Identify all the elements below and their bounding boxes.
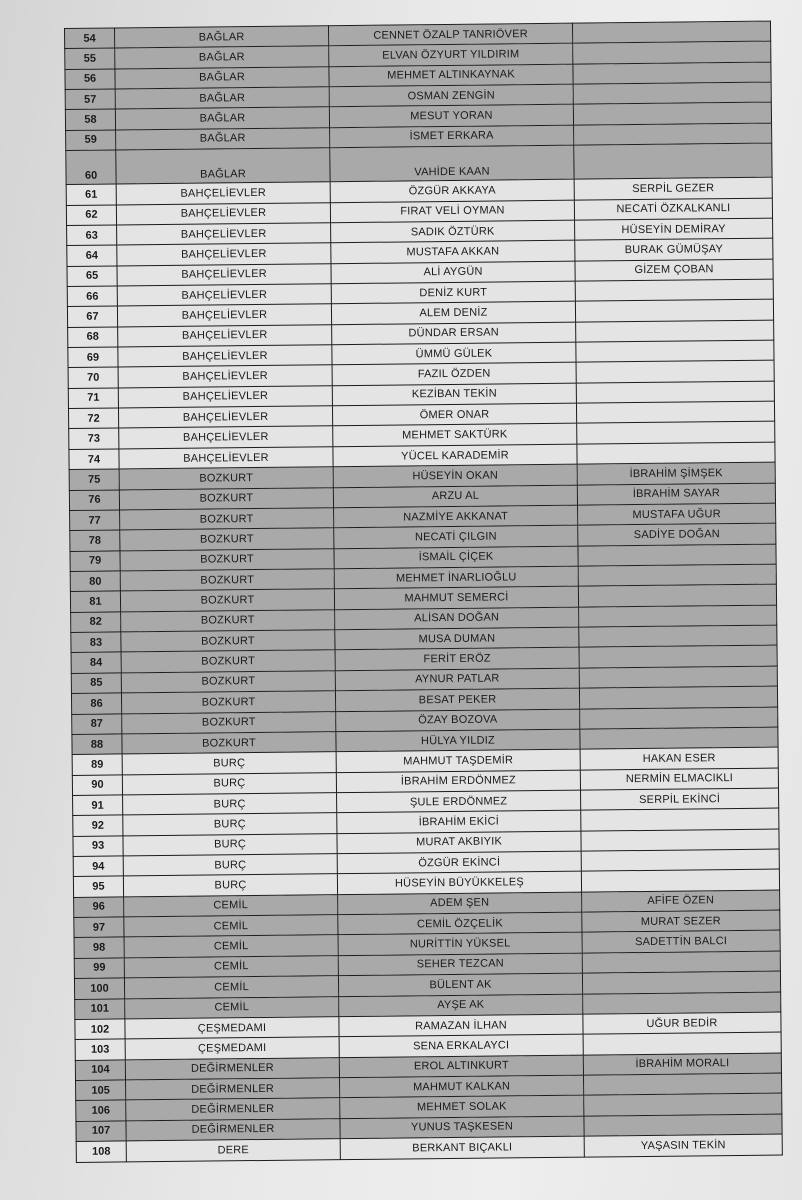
name-cell: HÜSEYİN OKAN xyxy=(333,464,577,487)
neighborhood-cell: ÇEŞMEDAMI xyxy=(125,1037,339,1060)
row-number-cell: 90 xyxy=(72,775,122,796)
substitute-cell: NECATİ ÖZKALKANLI xyxy=(574,198,772,220)
row-number-cell: 74 xyxy=(69,449,119,470)
name-cell: SENA ERKALAYCI xyxy=(339,1034,583,1057)
neighborhood-cell: BOZKURT xyxy=(120,508,334,531)
row-number-cell: 64 xyxy=(67,245,117,266)
row-number-cell: 77 xyxy=(70,510,120,531)
name-cell: CEMİL ÖZÇELİK xyxy=(338,912,582,935)
neighborhood-cell: BOZKURT xyxy=(121,609,335,632)
name-cell: DÜNDAR ERSAN xyxy=(332,322,576,345)
substitute-cell xyxy=(574,123,772,145)
neighborhood-cell: BOZKURT xyxy=(121,670,335,693)
neighborhood-cell: BAĞLAR xyxy=(115,87,329,110)
row-number-cell: 93 xyxy=(73,836,123,857)
row-number-cell: 57 xyxy=(65,89,115,110)
name-cell: RAMAZAN İLHAN xyxy=(339,1014,583,1037)
row-number-cell: 100 xyxy=(74,978,124,999)
row-number-cell: 91 xyxy=(73,795,123,816)
substitute-cell xyxy=(579,625,777,647)
neighborhood-cell: CEMİL xyxy=(124,894,338,917)
substitute-cell xyxy=(581,829,779,851)
neighborhood-cell: BOZKURT xyxy=(121,691,335,714)
substitute-cell xyxy=(581,808,779,830)
row-number-cell: 101 xyxy=(75,998,125,1019)
substitute-cell: SADETTİN BALCI xyxy=(582,931,780,953)
substitute-cell: SERPİL GEZER xyxy=(574,177,772,199)
row-number-cell: 84 xyxy=(71,652,121,673)
substitute-cell xyxy=(579,605,777,627)
neighborhood-cell: BAHÇELİEVLER xyxy=(117,304,331,327)
name-cell: ALİSAN DOĞAN xyxy=(335,607,579,630)
neighborhood-cell: BAHÇELİEVLER xyxy=(117,223,331,246)
neighborhood-cell: DEĞİRMENLER xyxy=(126,1098,340,1121)
substitute-cell xyxy=(573,103,771,125)
row-number-cell: 82 xyxy=(71,612,121,633)
row-number-cell: 108 xyxy=(76,1141,126,1162)
row-number-cell: 68 xyxy=(68,327,118,348)
neighborhood-cell: BAHÇELİEVLER xyxy=(118,345,332,368)
row-number-cell: 94 xyxy=(73,856,123,877)
name-cell: MUSA DUMAN xyxy=(335,627,579,650)
name-cell: ÜMMÜ GÜLEK xyxy=(332,342,576,365)
name-cell: İBRAHİM ERDÖNMEZ xyxy=(336,770,580,793)
name-cell: MEHMET İNARLIOĞLU xyxy=(334,566,578,589)
substitute-cell: MUSTAFA UĞUR xyxy=(578,503,776,525)
row-number-cell: 97 xyxy=(74,917,124,938)
name-cell: ARZU AL xyxy=(333,485,577,508)
neighborhood-cell: BOZKURT xyxy=(119,487,333,510)
row-number-cell: 79 xyxy=(70,551,120,572)
row-number-cell: 67 xyxy=(67,306,117,327)
substitute-cell: NERMİN ELMACIKLI xyxy=(580,768,778,790)
row-number-cell: 55 xyxy=(65,48,115,69)
neighborhood-cell: ÇEŞMEDAMI xyxy=(125,1017,339,1040)
name-cell: YÜCEL KARADEMİR xyxy=(333,444,577,467)
substitute-cell xyxy=(574,143,772,179)
name-cell: SADIK ÖZTÜRK xyxy=(331,220,575,243)
substitute-cell xyxy=(576,360,774,382)
row-number-cell: 66 xyxy=(67,286,117,307)
name-cell: MEHMET SAKTÜRK xyxy=(333,424,577,447)
substitute-cell xyxy=(583,1032,781,1054)
neighborhood-cell: CEMİL xyxy=(124,976,338,999)
row-number-cell: 59 xyxy=(66,130,116,151)
neighborhood-cell: BAĞLAR xyxy=(116,128,330,151)
row-number-cell: 86 xyxy=(71,693,121,714)
substitute-cell xyxy=(578,584,776,606)
row-number-cell: 88 xyxy=(72,734,122,755)
name-cell: SEHER TEZCAN xyxy=(338,953,582,976)
neighborhood-cell: DEĞİRMENLER xyxy=(126,1118,340,1141)
row-number-cell: 70 xyxy=(68,367,118,388)
row-number-cell: 62 xyxy=(66,204,116,225)
name-cell: MURAT AKBIYIK xyxy=(337,831,581,854)
name-cell: FIRAT VELİ OYMAN xyxy=(330,200,574,223)
neighborhood-cell: BAHÇELİEVLER xyxy=(116,202,330,225)
row-number-cell: 92 xyxy=(73,815,123,836)
row-number-cell: 89 xyxy=(72,754,122,775)
neighborhood-cell: BOZKURT xyxy=(120,589,334,612)
substitute-cell: BURAK GÜMÜŞAY xyxy=(575,238,773,260)
substitute-cell xyxy=(579,666,777,688)
name-cell: YUNUS TAŞKESEN xyxy=(340,1116,584,1139)
row-number-cell: 80 xyxy=(70,571,120,592)
substitute-cell xyxy=(583,992,781,1014)
neighborhood-cell: BURÇ xyxy=(122,772,336,795)
name-cell: AYŞE AK xyxy=(339,994,583,1017)
substitute-cell xyxy=(578,544,776,566)
substitute-cell xyxy=(575,299,773,321)
substitute-cell xyxy=(582,971,780,993)
row-number-cell: 107 xyxy=(76,1121,126,1142)
name-cell: BESAT PEKER xyxy=(335,688,579,711)
substitute-cell xyxy=(575,279,773,301)
neighborhood-cell: BAHÇELİEVLER xyxy=(118,324,332,347)
name-cell: FAZIL ÖZDEN xyxy=(332,363,576,386)
substitute-cell xyxy=(580,707,778,729)
row-number-cell: 65 xyxy=(67,266,117,287)
substitute-cell xyxy=(572,21,770,43)
row-number-cell: 69 xyxy=(68,347,118,368)
name-cell: HÜLYA YILDIZ xyxy=(336,729,580,752)
row-number-cell: 96 xyxy=(74,897,124,918)
substitute-cell: YAŞASIN TEKİN xyxy=(584,1134,782,1157)
neighborhood-cell: BURÇ xyxy=(123,813,337,836)
neighborhood-cell: BURÇ xyxy=(123,793,337,816)
name-cell: BERKANT BIÇAKLI xyxy=(340,1136,584,1160)
substitute-cell xyxy=(580,727,778,749)
substitute-cell: SERPİL EKİNCİ xyxy=(581,788,779,810)
row-number-cell: 87 xyxy=(72,713,122,734)
neighborhood-cell: DERE xyxy=(126,1139,340,1162)
substitute-cell: HAKAN ESER xyxy=(580,747,778,769)
neighborhood-cell: BAHÇELİEVLER xyxy=(119,426,333,449)
substitute-cell xyxy=(576,381,774,403)
name-cell: MAHMUT TAŞDEMİR xyxy=(336,749,580,772)
neighborhood-cell: BOZKURT xyxy=(121,650,335,673)
name-cell: KEZİBAN TEKİN xyxy=(332,383,576,406)
neighborhood-cell: BURÇ xyxy=(123,854,337,877)
name-cell: İSMET ERKARA xyxy=(330,125,574,148)
neighborhood-cell: BAHÇELİEVLER xyxy=(116,182,330,205)
name-cell: BÜLENT AK xyxy=(338,973,582,996)
name-cell: MEHMET ALTINKAYNAK xyxy=(329,64,573,87)
row-number-cell: 98 xyxy=(74,937,124,958)
substitute-cell: UĞUR BEDİR xyxy=(583,1012,781,1034)
substitute-cell xyxy=(583,1073,781,1095)
row-number-cell: 54 xyxy=(65,28,115,49)
neighborhood-cell: BAĞLAR xyxy=(115,107,329,130)
row-number-cell: 71 xyxy=(68,388,118,409)
neighborhood-cell: BAHÇELİEVLER xyxy=(118,406,332,429)
roster-table xyxy=(64,21,783,1163)
neighborhood-cell: BAHÇELİEVLER xyxy=(118,385,332,408)
name-cell: MEHMET SOLAK xyxy=(340,1095,584,1118)
roster-table-body xyxy=(65,21,783,1162)
substitute-cell xyxy=(573,82,771,104)
row-number-cell: 72 xyxy=(68,408,118,429)
neighborhood-cell: BURÇ xyxy=(123,874,337,897)
neighborhood-cell: CEMİL xyxy=(124,915,338,938)
name-cell: OSMAN ZENGİN xyxy=(329,84,573,107)
row-number-cell: 104 xyxy=(75,1060,125,1081)
substitute-cell xyxy=(579,686,777,708)
row-number-cell: 106 xyxy=(76,1100,126,1121)
neighborhood-cell: DEĞİRMENLER xyxy=(125,1057,339,1080)
neighborhood-cell: DEĞİRMENLER xyxy=(126,1078,340,1101)
row-number-cell: 60 xyxy=(66,150,116,185)
row-number-cell: 73 xyxy=(69,428,119,449)
name-cell: MUSTAFA AKKAN xyxy=(331,240,575,263)
row-number-cell: 81 xyxy=(70,591,120,612)
neighborhood-cell: BOZKURT xyxy=(122,711,336,734)
neighborhood-cell: BOZKURT xyxy=(121,630,335,653)
neighborhood-cell: BOZKURT xyxy=(119,467,333,490)
name-cell: EROL ALTINKURT xyxy=(339,1055,583,1078)
substitute-cell xyxy=(578,564,776,586)
substitute-cell xyxy=(573,41,771,63)
row-number-cell: 83 xyxy=(71,632,121,653)
row-number-cell: 95 xyxy=(73,876,123,897)
name-cell: ÖZAY BOZOVA xyxy=(336,709,580,732)
substitute-cell: İBRAHİM SAYAR xyxy=(577,483,775,505)
row-number-cell: 103 xyxy=(75,1039,125,1060)
neighborhood-cell: BOZKURT xyxy=(120,569,334,592)
name-cell: DENİZ KURT xyxy=(331,281,575,304)
name-cell: MESUT YORAN xyxy=(329,105,573,128)
name-cell: HÜSEYİN BÜYÜKKELEŞ xyxy=(337,872,581,895)
substitute-cell: İBRAHİM ŞİMŞEK xyxy=(577,462,775,484)
name-cell: ÖZGÜR EKİNCİ xyxy=(337,851,581,874)
neighborhood-cell: BAHÇELİEVLER xyxy=(119,447,333,470)
name-cell: İBRAHİM EKİCİ xyxy=(337,810,581,833)
row-number-cell: 61 xyxy=(66,184,116,205)
name-cell: ŞULE ERDÖNMEZ xyxy=(337,790,581,813)
row-number-cell: 56 xyxy=(65,69,115,90)
neighborhood-cell: BAĞLAR xyxy=(115,66,329,89)
name-cell: NECATİ ÇILGIN xyxy=(334,525,578,548)
row-number-cell: 63 xyxy=(67,225,117,246)
substitute-cell: İBRAHİM MORALI xyxy=(583,1053,781,1075)
neighborhood-cell: BURÇ xyxy=(123,833,337,856)
name-cell: ELVAN ÖZYURT YILDIRIM xyxy=(329,44,573,67)
neighborhood-cell: CEMİL xyxy=(125,996,339,1019)
neighborhood-cell: CEMİL xyxy=(124,935,338,958)
row-number-cell: 85 xyxy=(71,673,121,694)
name-cell: ADEM ŞEN xyxy=(338,892,582,915)
row-number-cell: 58 xyxy=(65,109,115,130)
name-cell: İSMAİL ÇİÇEK xyxy=(334,546,578,569)
neighborhood-cell: BAĞLAR xyxy=(115,46,329,69)
row-number-cell: 99 xyxy=(74,958,124,979)
row-number-cell: 102 xyxy=(75,1019,125,1040)
substitute-cell xyxy=(584,1114,782,1136)
name-cell: ÖMER ONAR xyxy=(332,403,576,426)
substitute-cell: HÜSEYİN DEMİRAY xyxy=(575,218,773,240)
neighborhood-cell: BAĞLAR xyxy=(115,26,329,49)
substitute-cell xyxy=(577,422,775,444)
substitute-cell: GİZEM ÇOBAN xyxy=(575,259,773,281)
substitute-cell xyxy=(581,849,779,871)
substitute-cell xyxy=(573,62,771,84)
neighborhood-cell: BAHÇELİEVLER xyxy=(118,365,332,388)
neighborhood-cell: CEMİL xyxy=(124,955,338,978)
row-number-cell: 105 xyxy=(76,1080,126,1101)
name-cell: ÖZGÜR AKKAYA xyxy=(330,179,574,202)
substitute-cell: MURAT SEZER xyxy=(582,910,780,932)
name-cell: CENNET ÖZALP TANRIÖVER xyxy=(328,23,572,46)
substitute-cell: SADİYE DOĞAN xyxy=(578,523,776,545)
substitute-cell xyxy=(577,442,775,464)
name-cell: FERİT ERÖZ xyxy=(335,648,579,671)
neighborhood-cell: BAHÇELİEVLER xyxy=(117,263,331,286)
neighborhood-cell: BAĞLAR xyxy=(116,148,330,184)
substitute-cell xyxy=(579,645,777,667)
substitute-cell xyxy=(576,401,774,423)
name-cell: MAHMUT SEMERCİ xyxy=(334,586,578,609)
row-number-cell: 75 xyxy=(69,469,119,490)
name-cell: ALEM DENİZ xyxy=(331,301,575,324)
substitute-cell xyxy=(584,1093,782,1115)
neighborhood-cell: BAHÇELİEVLER xyxy=(117,284,331,307)
neighborhood-cell: BURÇ xyxy=(122,752,336,775)
substitute-cell xyxy=(582,951,780,973)
substitute-cell xyxy=(581,869,779,891)
substitute-cell xyxy=(576,340,774,362)
neighborhood-cell: BOZKURT xyxy=(120,528,334,551)
name-cell: NAZMİYE AKKANAT xyxy=(334,505,578,528)
neighborhood-cell: BOZKURT xyxy=(122,732,336,755)
substitute-cell: AFİFE ÖZEN xyxy=(582,890,780,912)
name-cell: NURİTTİN YÜKSEL xyxy=(338,933,582,956)
neighborhood-cell: BAHÇELİEVLER xyxy=(117,243,331,266)
name-cell: VAHİDE KAAN xyxy=(330,145,574,182)
name-cell: MAHMUT KALKAN xyxy=(340,1075,584,1098)
row-number-cell: 78 xyxy=(70,530,120,551)
neighborhood-cell: BOZKURT xyxy=(120,548,334,571)
name-cell: AYNUR PATLAR xyxy=(335,668,579,691)
row-number-cell: 76 xyxy=(69,489,119,510)
name-cell: ALİ AYGÜN xyxy=(331,261,575,284)
substitute-cell xyxy=(576,320,774,342)
